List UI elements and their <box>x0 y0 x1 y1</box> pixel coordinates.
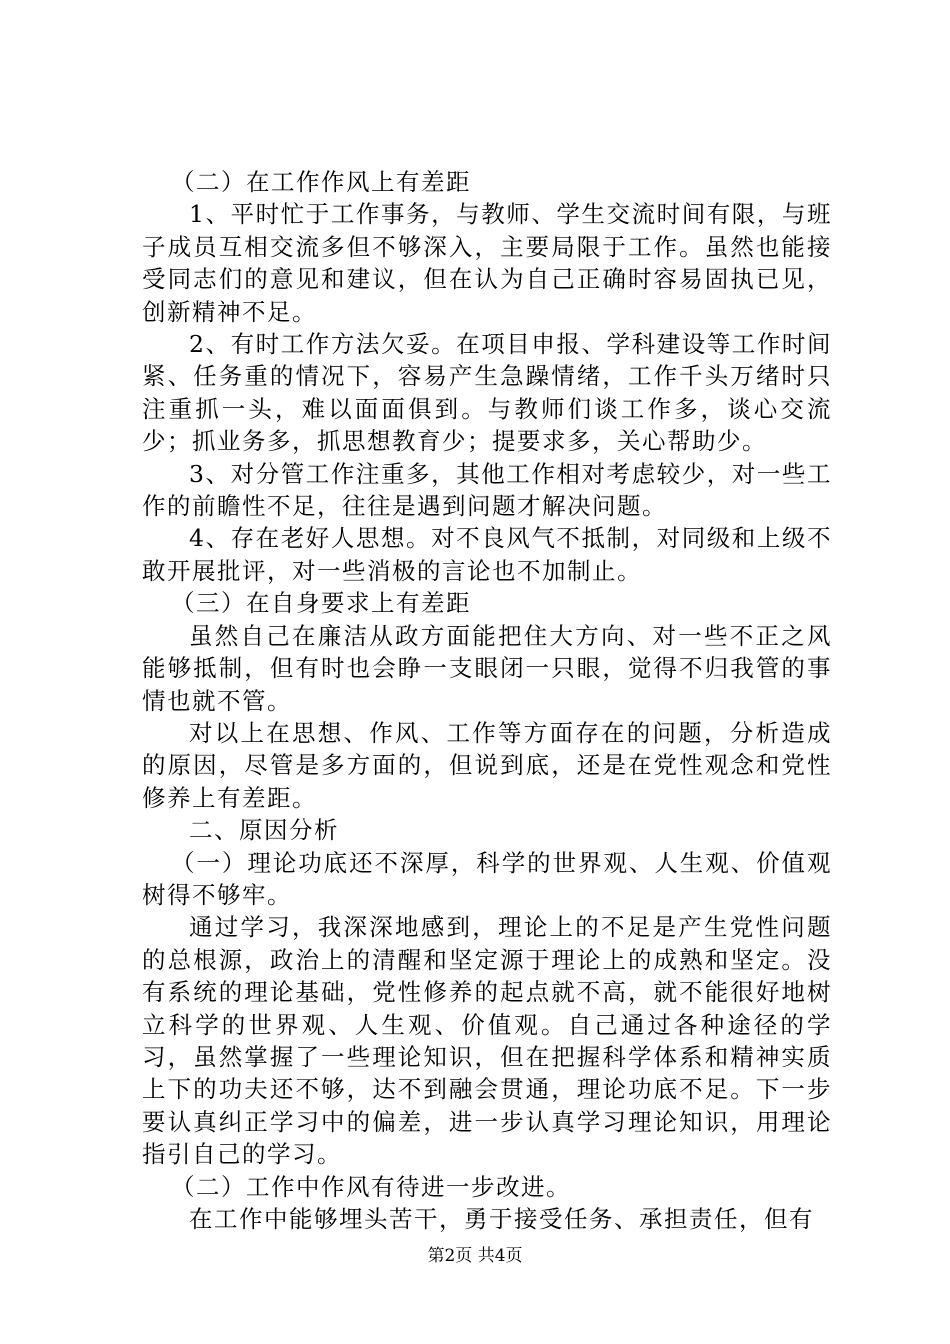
section-heading: 二、原因分析 <box>189 816 339 845</box>
paragraph: 在工作中能够埋头苦干，勇于接受任务、承担责任，但有 <box>189 1205 814 1233</box>
section-heading: （三）在自身要求上有差距 <box>171 589 471 618</box>
section-heading: （二）在工作作风上有差距 <box>171 168 471 196</box>
paragraph: 对以上在思想、作风、工作等方面存在的问题，分析造成的原因，尽管是多方面的，但说到底，还是在党性观念和党性修养上有差距。 <box>142 718 832 812</box>
paragraph: 2、有时工作方法欠妥。在项目申报、学科建设等工作时间紧、任务重的情况下，容易产生急躁情绪，工作千头万绪时只注重抓一头，难以面面俱到。与教师们谈工作多，谈心交流少；抓业务多，抓思想教育少；提要求多，关心帮助少。 <box>142 330 832 456</box>
paragraph: 虽然自己在廉洁从政方面能把住大方向、对一些不正之风能够抵制，但有时也会睁一支眼闭一只眼，觉得不归我管的事情也就不管。 <box>142 621 832 715</box>
page-number-footer: 第2页 共4页 <box>427 1246 523 1266</box>
section-heading: （一）理论功底还不深厚，科学的世界观、人生观、价值观树得不够牢。 <box>142 848 832 909</box>
paragraph: 4、存在老好人思想。对不良风气不抵制，对同级和上级不敢开展批评，对一些消极的言论也不加制止。 <box>142 524 832 585</box>
paragraph: 1、平时忙于工作事务，与教师、学生交流时间有限，与班子成员互相交流多但不够深入，主要局限于工作。虽然也能接受同志们的意见和建议，但在认为自己正确时容易固执已见，创新精神不足。 <box>142 200 832 326</box>
document-body <box>142 166 832 1235</box>
section-heading: （二）工作中作风有待进一步改进。 <box>171 1172 571 1201</box>
paragraph: 通过学习，我深深地感到，理论上的不足是产生党性问题的总根源，政治上的清醒和坚定源于理论上的成熟和坚定。没有系统的理论基础，党性修养的起点就不高，就不能很好地树立科学的世界观、人生观、价值观。自己通过各种途径的学习，虽然掌握了一些理论知识，但在把握科学体系和精神实质上下的功夫还不够，达不到融会贯通，理论功底不足。下一步要认真纠正学习中的偏差，进一步认真学习理论知识，用理论指引自己的学习。 <box>142 913 832 1169</box>
paragraph: 3、对分管工作注重多，其他工作相对考虑较少，对一些工作的前瞻性不足，往往是遇到问题才解决问题。 <box>142 459 832 521</box>
